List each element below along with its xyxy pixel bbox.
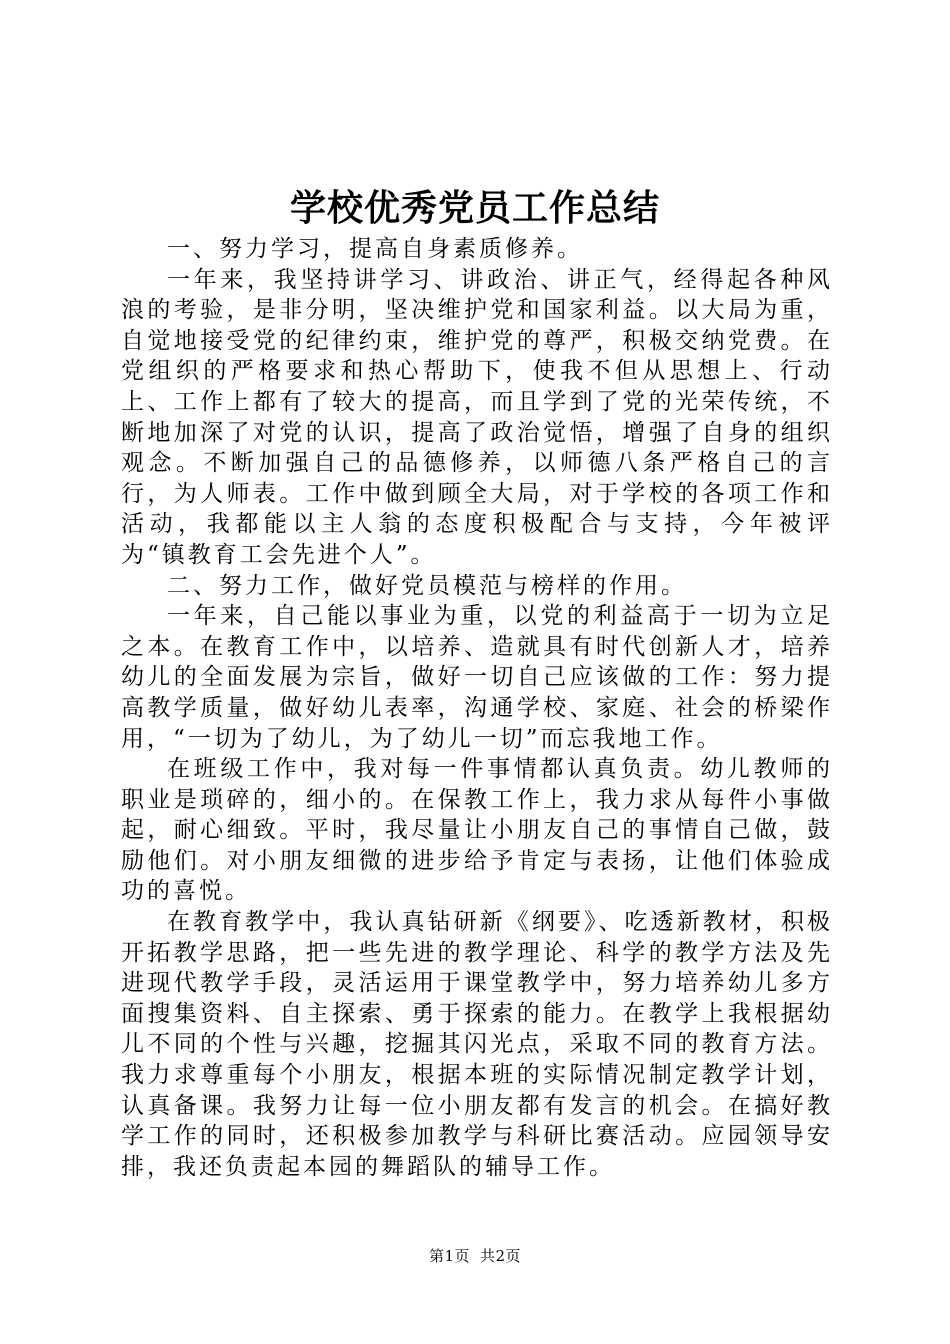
page-number-current: 第1页 [428, 1247, 470, 1265]
paragraph: 一年来，我坚持讲学习、讲政治、讲正气，经得起各种风浪的考验，是非分明，坚决维护党和国家利益。以大局为重，自觉地接受党的纪律约束，维护党的尊严，积极交纳党费。在党组织的严格要求和热心帮助下，使我不但从思想上、行动上、工作上都有了较大的提高，而且学到了党的光荣传统，不断地加深了对党的认识，提高了政治觉悟，增强了自身的组织观念。不断加强自己的品德修养，以师德八条严格自己的言行，为人师表。工作中做到顾全大局，对于学校的各项工作和活动，我都能以主人翁的态度积极配合与支持，今年被评为“镇教育工会先进个人”。 [121, 266, 833, 568]
document-body [121, 234, 833, 1182]
paragraph-heading-2: 二、努力工作，做好党员模范与榜样的作用。 [167, 572, 687, 599]
page-footer [0, 1244, 950, 1268]
paragraph-heading-1: 一、努力学习，提高自身素质修养。 [167, 236, 583, 262]
paragraph: 一年来，自己能以事业为重，以党的利益高于一切为立足之本。在教育工作中，以培养、造就具有时代创新人才，培养幼儿的全面发展为宗旨，做好一切自己应该做的工作：努力提高教学质量，做好幼儿表率，沟通学校、家庭、社会的桥梁作用，“一切为了幼儿，为了幼儿一切”而忘我地工作。 [121, 603, 833, 752]
document-title: 学校优秀党员工作总结 [289, 187, 660, 229]
page-number-total: 共2页 [480, 1247, 522, 1265]
paragraph: 在班级工作中，我对每一件事情都认真负责。幼儿教师的职业是琐碎的，细小的。在保教工作上，我力求从每件小事做起，耐心细致。平时，我尽量让小朋友自己的事情自己做，鼓励他们。对小朋友细微的进步给予肯定与表扬，让他们体验成功的喜悦。 [121, 756, 833, 905]
paragraph: 在教育教学中，我认真钻研新《纲要》、吃透新教材，积极开拓教学思路，把一些先进的教学理论、科学的教学方法及先进现代教学手段，灵活运用于课堂教学中，努力培养幼儿多方面搜集资料、自主探索、勇于探索的能力。在教学上我根据幼儿不同的个性与兴趣，挖掘其闪光点，采取不同的教育方法。我力求尊重每个小朋友，根据本班的实际情况制定教学计划，认真备课。我努力让每一位小朋友都有发言的机会。在搞好教学工作的同时，还积极参加教学与科研比赛活动。应园领导安排，我还负责起本园的舞蹈队的辅导工作。 [121, 909, 833, 1180]
